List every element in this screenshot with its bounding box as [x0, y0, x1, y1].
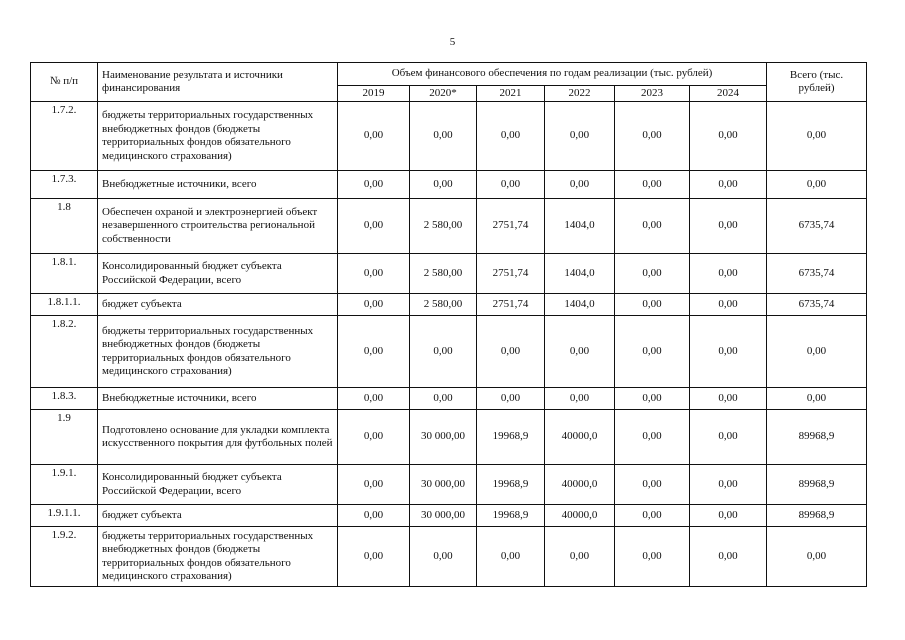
value-2021: 19968,9: [477, 465, 545, 505]
table-row: [31, 388, 867, 410]
value-2023: 0,00: [615, 254, 690, 294]
value-2019: 0,00: [338, 388, 410, 410]
row-total: 0,00: [767, 316, 867, 388]
value-2019: 0,00: [338, 254, 410, 294]
value-2019: 0,00: [338, 294, 410, 316]
value-2020: 2 580,00: [410, 254, 477, 294]
value-2023: 0,00: [615, 316, 690, 388]
row-name: Консолидированный бюджет субъекта Российской Федерации, всего: [98, 465, 338, 505]
header-year-2021: 2021: [477, 86, 545, 102]
value-2024: 0,00: [690, 505, 767, 527]
row-total: 89968,9: [767, 505, 867, 527]
row-total: 0,00: [767, 388, 867, 410]
value-2022: 0,00: [545, 171, 615, 199]
row-number: 1.8.2.: [31, 316, 98, 388]
value-2023: 0,00: [615, 505, 690, 527]
value-2024: 0,00: [690, 527, 767, 587]
value-2021: 19968,9: [477, 505, 545, 527]
table-row: [31, 199, 867, 254]
row-total: 0,00: [767, 102, 867, 171]
row-number: 1.8: [31, 199, 98, 254]
value-2022: 0,00: [545, 316, 615, 388]
value-2022: 40000,0: [545, 465, 615, 505]
value-2023: 0,00: [615, 294, 690, 316]
value-2020: 0,00: [410, 388, 477, 410]
value-2024: 0,00: [690, 465, 767, 505]
value-2023: 0,00: [615, 465, 690, 505]
value-2021: 0,00: [477, 527, 545, 587]
header-year-2024: 2024: [690, 86, 767, 102]
value-2020: 30 000,00: [410, 410, 477, 465]
row-number: 1.7.2.: [31, 102, 98, 171]
header-total: Всего (тыс. рублей): [767, 63, 867, 102]
value-2022: 40000,0: [545, 410, 615, 465]
value-2022: 0,00: [545, 102, 615, 171]
table-row: [31, 316, 867, 388]
value-2019: 0,00: [338, 102, 410, 171]
value-2024: 0,00: [690, 410, 767, 465]
value-2019: 0,00: [338, 465, 410, 505]
value-2021: 0,00: [477, 102, 545, 171]
value-2020: 0,00: [410, 171, 477, 199]
row-name: бюджеты территориальных государственных внебюджетных фондов (бюджеты территориальных фондов обязательного медицинского страхования): [98, 102, 338, 171]
row-name: Консолидированный бюджет субъекта Российской Федерации, всего: [98, 254, 338, 294]
row-number: 1.7.3.: [31, 171, 98, 199]
row-total: 0,00: [767, 527, 867, 587]
table-row: [31, 465, 867, 505]
value-2023: 0,00: [615, 102, 690, 171]
header-name: Наименование результата и источники финансирования: [98, 63, 338, 102]
row-name: бюджет субъекта: [98, 294, 338, 316]
value-2019: 0,00: [338, 410, 410, 465]
page-number: 5: [449, 36, 456, 48]
row-name: Внебюджетные источники, всего: [98, 388, 338, 410]
table-body: [31, 102, 867, 587]
header-volume: Объем финансового обеспечения по годам реализации (тыс. рублей): [338, 63, 767, 86]
value-2023: 0,00: [615, 527, 690, 587]
table-row: [31, 527, 867, 587]
value-2020: 30 000,00: [410, 505, 477, 527]
row-total: 6735,74: [767, 294, 867, 316]
row-number: 1.9.2.: [31, 527, 98, 587]
value-2024: 0,00: [690, 199, 767, 254]
row-number: 1.9.1.1.: [31, 505, 98, 527]
row-total: 0,00: [767, 171, 867, 199]
row-total: 89968,9: [767, 465, 867, 505]
row-name: Внебюджетные источники, всего: [98, 171, 338, 199]
value-2019: 0,00: [338, 199, 410, 254]
value-2021: 0,00: [477, 316, 545, 388]
value-2022: 0,00: [545, 527, 615, 587]
value-2021: 19968,9: [477, 410, 545, 465]
value-2022: 1404,0: [545, 199, 615, 254]
row-name: Обеспечен охраной и электроэнергией объект незавершенного строительства региональной собственности: [98, 199, 338, 254]
table-row: [31, 505, 867, 527]
value-2023: 0,00: [615, 199, 690, 254]
value-2024: 0,00: [690, 316, 767, 388]
value-2020: 2 580,00: [410, 294, 477, 316]
value-2024: 0,00: [690, 294, 767, 316]
value-2024: 0,00: [690, 102, 767, 171]
value-2022: 1404,0: [545, 294, 615, 316]
table-row: [31, 171, 867, 199]
value-2021: 0,00: [477, 171, 545, 199]
table-row: [31, 294, 867, 316]
row-number: 1.8.1.1.: [31, 294, 98, 316]
value-2023: 0,00: [615, 410, 690, 465]
value-2021: 2751,74: [477, 199, 545, 254]
value-2019: 0,00: [338, 316, 410, 388]
value-2019: 0,00: [338, 505, 410, 527]
value-2021: 0,00: [477, 388, 545, 410]
value-2022: 1404,0: [545, 254, 615, 294]
row-name: бюджеты территориальных государственных внебюджетных фондов (бюджеты территориальных фондов обязательного медицинского страхования): [98, 316, 338, 388]
header-num: № п/п: [31, 63, 98, 102]
value-2019: 0,00: [338, 527, 410, 587]
table-row: [31, 410, 867, 465]
header-year-2020: 2020*: [410, 86, 477, 102]
table-row: [31, 102, 867, 171]
value-2021: 2751,74: [477, 294, 545, 316]
financing-table: [30, 62, 867, 587]
value-2024: 0,00: [690, 254, 767, 294]
header-year-2019: 2019: [338, 86, 410, 102]
value-2020: 0,00: [410, 102, 477, 171]
row-number: 1.9: [31, 410, 98, 465]
value-2020: 0,00: [410, 316, 477, 388]
row-total: 89968,9: [767, 410, 867, 465]
header-year-2022: 2022: [545, 86, 615, 102]
value-2024: 0,00: [690, 171, 767, 199]
row-number: 1.8.1.: [31, 254, 98, 294]
row-total: 6735,74: [767, 199, 867, 254]
row-number: 1.9.1.: [31, 465, 98, 505]
table-row: [31, 254, 867, 294]
value-2022: 40000,0: [545, 505, 615, 527]
value-2022: 0,00: [545, 388, 615, 410]
value-2021: 2751,74: [477, 254, 545, 294]
value-2024: 0,00: [690, 388, 767, 410]
value-2023: 0,00: [615, 171, 690, 199]
value-2020: 2 580,00: [410, 199, 477, 254]
row-number: 1.8.3.: [31, 388, 98, 410]
row-name: бюджет субъекта: [98, 505, 338, 527]
row-name: бюджеты территориальных государственных внебюджетных фондов (бюджеты территориальных фондов обязательного медицинского страхования): [98, 527, 338, 587]
value-2019: 0,00: [338, 171, 410, 199]
value-2020: 0,00: [410, 527, 477, 587]
value-2023: 0,00: [615, 388, 690, 410]
row-total: 6735,74: [767, 254, 867, 294]
value-2020: 30 000,00: [410, 465, 477, 505]
header-year-2023: 2023: [615, 86, 690, 102]
row-name: Подготовлено основание для укладки комплекта искусственного покрытия для футбольных полей: [98, 410, 338, 465]
